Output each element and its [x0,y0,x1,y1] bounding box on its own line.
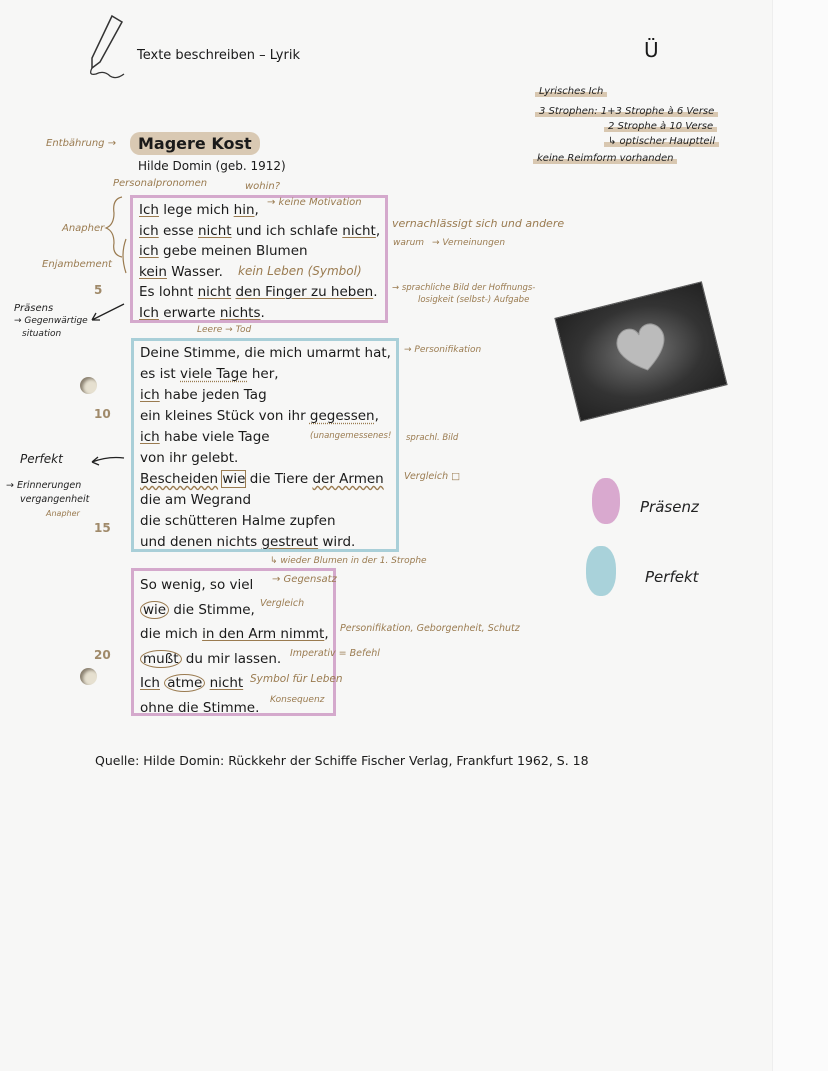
poem-line [140,385,390,406]
marked-word: ich [139,222,159,239]
line-text: habe jeden Tag [159,387,267,403]
marked-word: ich [140,429,160,445]
anapher-brace-icon [100,195,130,285]
line-text: , [375,222,381,239]
line-text: . [260,304,265,321]
marked-word: ich [140,387,160,403]
line-text: von ihr gelebt. [140,450,239,466]
marked-word: nicht [197,284,232,300]
line-text: , [254,202,259,218]
legend-label-perfekt: Perfekt [645,568,699,586]
note-lyrisches-ich: Lyrisches Ich [535,86,607,97]
line-text: gebe meinen Blumen [158,243,308,259]
annotation-kein-leben: kein Leben (Symbol) [238,264,362,278]
line-text: ohne die Stimme. [140,699,260,716]
marked-word: nicht [342,222,376,239]
poem-line [140,469,390,490]
line-text: die am Wegrand [140,492,252,508]
heart-icon [605,310,678,383]
line-text: ein kleines Stück von ihr [140,408,310,424]
poem-line [139,303,379,324]
annotation-vernachlaessigt: vernachlässigt sich und andere [392,217,565,230]
marked-word: in den Arm nimmt [202,626,325,643]
marked-word: hin [233,202,255,218]
annotation-sprachl-bild: sprachl. Bild [406,433,459,443]
line-text: und denen nichts [140,534,262,550]
line-number: 15 [94,521,111,535]
marked-word: gestreut [261,534,319,550]
punch-hole [80,668,97,685]
annotation-unangemessenes: (unangemessenes! [310,431,392,441]
poem-author: Hilde Domin (geb. 1912) [138,159,286,173]
corner-mark: Ü [644,38,659,62]
line-text: wird. [318,534,356,550]
annotation-personalpronomen: Personalpronomen [113,178,208,189]
marked-word: Ich [139,202,159,218]
line-text: , [324,626,329,643]
marked-word: nicht [198,222,232,239]
poem-line [140,406,390,427]
stanza-2 [131,338,399,552]
marked-word: atme [164,674,205,692]
line-number: 20 [94,648,111,662]
line-text: erwarte [158,304,220,321]
annotation-erinnerungen: → Erinnerungen [6,480,82,491]
annotation-praesens: Präsens [14,303,54,314]
poem-line [140,622,327,647]
arrow-icon [88,300,128,326]
marked-word: gegessen [309,408,375,424]
marked-word: Ich [139,304,159,321]
line-text: es ist [140,366,180,382]
poem-line [140,490,390,511]
poem-line [140,511,390,532]
heart-stone-photo [554,281,727,422]
marked-word: nicht [209,675,244,692]
poem-line [139,282,379,303]
punch-hole [80,377,97,394]
annotation-vergleich-box: Vergleich □ [404,471,461,482]
annotation-entbaehrung: Entbährung → [46,138,117,149]
line-text: die Tiere [245,471,313,487]
annotation-gegenwaertig: → Gegenwärtige [14,316,88,326]
annotation-personifikation: → Personifikation [404,345,482,355]
annotation-anapher: Anapher [62,223,105,234]
annotation-vergangenheit: vergangenheit [20,494,90,505]
marked-word: kein [139,263,167,280]
annotation-wohin: wohin? [245,181,281,192]
marked-word: viele Tage [180,366,248,382]
annotation-warum: warum [393,238,425,248]
marked-word: ich [139,243,159,259]
annotation-perfekt: Perfekt [20,452,63,466]
line-text: esse [158,222,198,239]
poem-line [140,343,390,364]
line-number: 10 [94,407,111,421]
note-hauptteil: ↳ optischer Hauptteil [604,136,719,147]
page-edge [772,0,828,1071]
annotation-personifikation-2: Personifikation, Geborgenheit, Schutz [340,623,520,634]
note-strophe2: 2 Strophe à 10 Verse [604,121,717,132]
line-text: , [374,408,379,424]
line-text: du mir lassen. [181,650,282,667]
marked-word: nichts [219,304,261,321]
source-citation: Quelle: Hilde Domin: Rückkehr der Schiffe Fischer Verlag, Frankfurt 1962, S. 18 [95,753,589,768]
line-text: die Stimme, [169,601,255,618]
line-number: 5 [94,283,103,297]
stanza-3 [131,568,336,716]
annotation-anapher-2: Anapher [46,509,80,518]
marked-word: der Armen [312,471,384,487]
line-text: lege mich [158,202,234,218]
legend-swatch-perfekt [586,546,616,596]
legend-swatch-praesens [592,478,620,524]
marked-word: den Finger zu heben [235,284,374,300]
annotation-verneinungen: → Verneinungen [432,238,506,248]
page-title: Texte beschreiben – Lyrik [137,48,300,63]
stanza-1 [130,195,388,323]
poem-line [140,448,390,469]
annotation-wieder-blumen: ↳ wieder Blumen in der 1. Strophe [270,556,427,566]
marked-word: mußt [140,650,182,668]
legend-label-praesens: Präsenz [640,498,699,516]
annotation-gegensatz: → Gegensatz [272,574,337,585]
pen-icon [82,12,132,82]
annotation-sprachliches-bild: → sprachliche Bild der Hoffnungs- [392,283,536,293]
annotation-situation: situation [22,329,62,339]
marked-word: Ich [140,675,160,692]
marked-word: Bescheiden [140,471,219,487]
marked-word: wie [140,601,169,619]
line-text: Wasser. [166,263,223,280]
annotation-leere-tod: Leere → Tod [197,325,252,335]
poem-line [139,221,379,242]
poem-line [140,532,390,553]
line-text: So wenig, so viel [140,577,254,593]
poem-line [140,364,390,385]
note-reimform: keine Reimform vorhanden [533,153,677,164]
line-text: Es lohnt [139,284,198,300]
annotation-sprachliches-bild-2: losigkeit (selbst-) Aufgabe [418,295,530,305]
annotation-vergleich: Vergleich [260,598,305,609]
annotation-enjambement: Enjambement [42,259,112,270]
annotation-imperativ: Imperativ = Befehl [290,648,380,659]
line-text: her, [247,366,279,382]
marked-word: wie [222,471,246,487]
poem-line [139,241,379,262]
annotation-konsequenz: Konsequenz [270,695,325,705]
line-text: die mich [140,626,203,643]
poem-title: Magere Kost [130,132,260,155]
line-text: . [373,284,378,300]
arrow-icon [88,452,128,468]
line-text: und ich schlafe [231,222,343,239]
line-text: die schütteren Halme zupfen [140,513,336,529]
line-text: Deine Stimme, die mich umarmt hat, [140,345,391,361]
annotation-symbol-leben: Symbol für Leben [250,673,343,685]
annotation-keine-motivation: → keine Motivation [267,197,362,208]
note-strophen: 3 Strophen: 1+3 Strophe à 6 Verse [535,106,718,117]
line-text: habe viele Tage [159,429,270,445]
